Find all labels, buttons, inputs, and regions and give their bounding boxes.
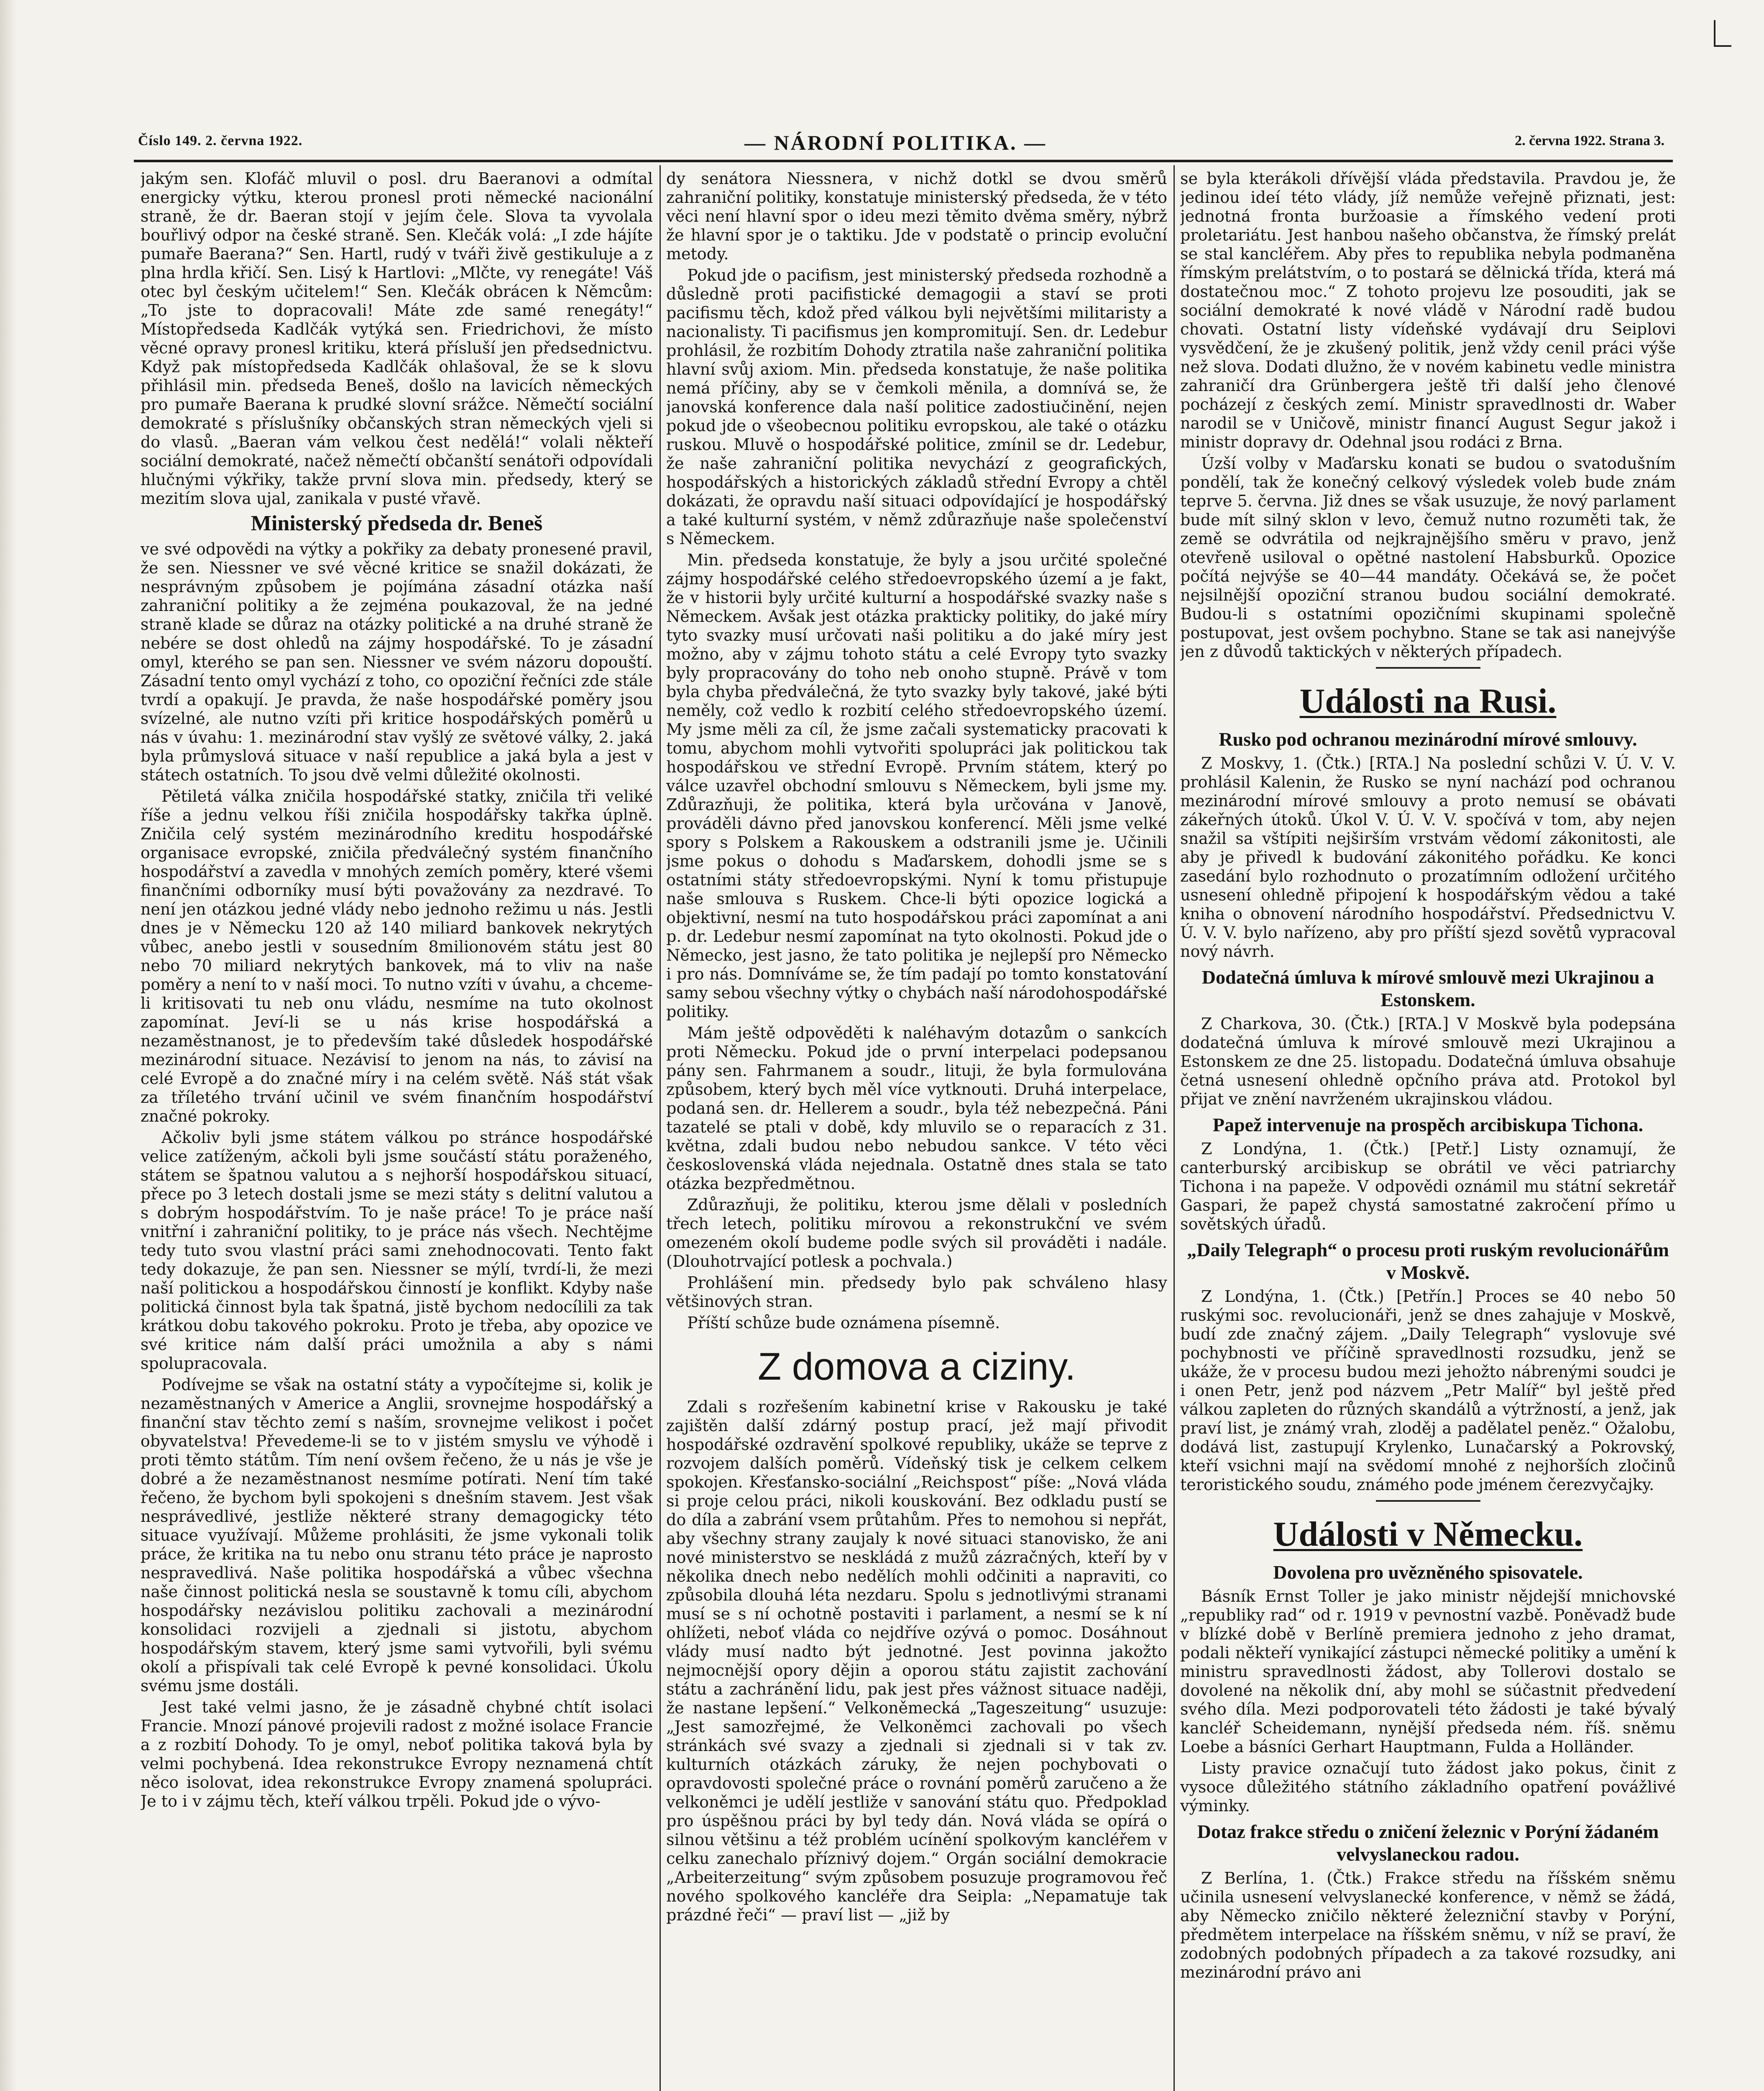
paragraph: Z Londýna, 1. (Čtk.) [Petř.] Listy oznamují, že canterburský arcibiskup se obrátil ve věci patriarchy Tichona i na papeže. V odpovědi oznámil mu státní sekretář Gaspari, že papež chystá samostatné zakročení přímo u sovětských úřadů.	[1180, 1140, 1676, 1233]
scan-edge	[0, 0, 17, 2091]
column-divider	[660, 165, 661, 2091]
paragraph: Zdali s rozřešením kabinetní krise v Rakousku je také zajištěn další zdárný postup prací, jež mají přivodit hospodářské ozdravění spolkové republiky, ukáže se teprve z rozvojem dalších poměrů. Vídeňský tisk je celkem celkem spokojen. Křesťansko-sociální „Reichspost“ píše: „Nová vláda si proje celou práci, nikoli kouskování. Bez odkladu pustí se do díla a zabrání vsem průtahům. Přes to nemohou si nepřát, aby všechny strany zaujaly k nové situaci stanovisko, že ani nové ministerstvo se neskládá z mužů zázračných, kteří by v několika dnech nebo nedělích mohli odčiniti a napraviti, co způsobila dlouhá léta nezdaru. Spolu s jednotlivými stranami musí se s ní ochotně postaviti i parlament, a nesmí se k ní ohlížeti, neboť vláda co nejdříve ozývá o pomoc. Dosáhnout vlády musí nadto být jednotné. Jest povinna jakožto nejmocnější opory dějin a oporou státu zajistit zachování státu a zachránění lidu, pak jest přes vážnost situace naději, že nastane lepšení.“ Velkoněmecká „Tageszeitung“ usuzuje: „Jest samozřejmé, že Velkoněmci zachovali po všech stránkách své svazy a zjednali si zjednali si v tak zv. kulturních otázkách záruky, že nejen pochybovati o opravdovosti společné práce o rovnání poměrů zaručeno a že velkoněmci je udělí jestliže v sanování státu quo. Předpoklad pro úspěšnou práci by byl tedy dán. Nová vláda se opírá o silnou většinu a též problém ucínění spolkovým kancléřem v celku zanechalo příznivý dojem.“ Orgán sociální demokracie „Arbeiterzeitung“ svým způsobem posuzuje programovou řeč nového spolkového kancléře dra Seipla: „Nepamatuje tak prázdné řeči“ — praví list — „již by	[666, 1398, 1167, 1924]
page-header	[138, 133, 1664, 162]
paragraph: Úzší volby v Maďarsku konati se budou o svatodušním pondělí, tak že konečný celkový výsledek voleb bude znám teprve 5. června. Již dnes se však usuzuje, že nový parlament bude mít silný sklon v levo, čemuž nutno rozuměti tak, že země se odvrátila od nejkrajnějšího směru v pravo, jenž otevřeně usiloval o opětné nastolení Habsburků. Opozice počítá nejvýše se 40—44 mandáty. Očekává se, že počet nejsilnější opoziční stranou budou sociální demokraté. Budou-li s ostatními opozičními skupinami společně postupovat, jest ovšem pochybno. Stane se tak asi nanejvýše jen z důvodů taktických v některých případech.	[1180, 454, 1676, 661]
section-title: Události na Rusi.	[1299, 682, 1557, 721]
article-heading: Dovolena pro uvězněného spisovatele.	[1273, 1562, 1583, 1583]
subheading: Ministerský předseda dr. Beneš	[251, 511, 543, 535]
paragraph: Ačkoliv byli jsme státem válkou po stránce hospodářské velice zatíženým, ačkoli byli jsme součástí státu poraženého, státem se špatnou valutou a s nejhorší hospodářskou situací, přece po 3 letech dostali jsme se mezi státy s delitní valutou a s dobrým hospodářstvím. To je naše práce! To je práce naší vnitřní i zahraniční politiky, to je práce nás všech. Nechtějme tedy tuto svou vlastní práci sami znehodnocovati. Tento fakt tedy dokazuje, že pan sen. Niessner se mýlí, tvrdí-li, že mezi naší politickou a hospodářskou činností je konflikt. Kdyby naše politická činnost byla tak špatná, jistě bychom nedocílili za tak krátkou dobu takového pokroku. Proto je třeba, aby opozice ve své kritice nám další práci umožnila a aby s námi spolupracovala.	[141, 1128, 653, 1373]
article-heading: Dotaz frakce středu o zničení železnic v Porýní žádaném velvyslaneckou radou.	[1197, 1821, 1659, 1865]
paragraph: Podívejme se však na ostatní státy a vypočítejme si, kolik je nezaměstnaných v Americe a Anglii, srovnejme hospodářský a finanční stav těchto zemí s naším, srovnejme velikost i počet obyvatelstva! Převedeme-li se to v jistém smyslu ve výhodě i proti těmto státům. Tím není ovšem řečeno, že u nás je vše je dobré a že nezaměstnanost nesmíme potírati. Není tím také řečeno, že bychom byli spokojeni s dnešním stavem. Jest však nesprávedlivé, jestliže některé strany demagogicky této situace využívají. Můžeme prohlásiti, že jsme vykonali tolik práce, že kritika na tu nebo onu stranu této práce je naprosto nespravedlivá. Naše politika hospodářská a vůbec všechna naše činnost politická nesla se soustavně k tomu cíli, abychom hospodářsky nezávislou politiku zachovali a mezinárodní konsolidaci rozvijeli a zjednali si jistotu, abychom hospodářským stavem, který jsme sami vytvořili, byli svému okolí a přispívali tak celé Evropě k pevné konsolidaci. Úkolu svému jsme dostáli.	[141, 1375, 653, 1695]
paragraph: Z Londýna, 1. (Čtk.) [Petřín.] Proces se 40 nebo 50 ruskými soc. revolucionáři, jenž se dnes zahajuje v Moskvě, budí zde značný zájem. „Daily Telegraph“ vyslovuje své pochybnosti ve příčině spravedlnosti rozsudku, jenž se ukáže, že v procesu budou mezi jehožto nábrenými soudci je i onen Petr, jenž pod názvem „Petr Malíř“ byl ještě před válkou zapleten do různých skandálů a výtržností, a jenž, jak praví list, je známý vrah, zloděj a padělatel peněz.“ Ožalobu, dodává list, zastupují Krylenko, Lunačarský a Pokrovský, kteří vsichni mají na svědomí mnohé z nejhorších zločinů teroristického soudu, známého pode jménem čerezvyčajky.	[1180, 1287, 1676, 1494]
header-rule	[134, 160, 1673, 162]
paragraph: Pětiletá válka zničila hospodářské statky, zničila tři veliké říše a jednu velkou říši zničila hospodářsky takřka úplně. Zničila celý systém mezinárodního kreditu hospodářské organisace evropské, zničila předválečný systém finančního hospodářství a zavedla v mnohých zemích poměry, které všemi finančními odborníky musí býti považovány za nezdravé. To není jen otázkou jedné vlády nebo jednoho režimu u nás. Jestli dnes je v Německu 120 až 140 miliard bankovek nekrytých vůbec, anebo jestli v sousedním 8milionovém státu jest 80 nebo 70 miliard nekrytých bankovek, má to vliv na naše poměry a není to v naší moci. To nutno vzíti v úvahu, a chceme-li kritisovati tu neb onu vládu, nesmíme na tuto okolnost zapomínat. Jeví-li se u nás krise hospodářská a nezaměstnanost, je to především také důsledek hospodářské mezinárodní situace. Nezávisí to jenom na nás, to závisí na celé Evropě a do značné míry i na celém světě. Náš stát však za tříletého trvání učinil ve svém finančním hospodářství značné pokroky.	[141, 787, 653, 1125]
paragraph: Jest také velmi jasno, že je zásadně chybné chtít isolaci Francie. Mnozí pánové projevili radost z možné isolace Francie a z rozbití Dohody. To je omyl, neboť politika taková byla by velmi pochybená. Idea rekonstrukce Evropy neznamená chtít něco isolovat, idea rekonstrukce Evropy znamená spolupráci. Je to i v zájmu těch, kteří válkou trpěli. Pokud jde o vývo-	[141, 1698, 653, 1810]
column-1	[141, 169, 653, 2091]
section-title: Události v Německu.	[1273, 1515, 1583, 1554]
article-heading: Rusko pod ochranou mezinárodní mírové smlouvy.	[1219, 729, 1637, 750]
paragraph: Prohlášení min. předsedy bylo pak schváleno hlasy většinových stran.	[666, 1273, 1167, 1311]
paragraph: Z Berlína, 1. (Čtk.) Frakce středu na říšském sněmu učinila usnesení velvyslanecké konference, v němž se žádá, aby Německo zničilo některé železniční stavby v Porýní, předmětem interpelace na říšském sněmu, v níž se praví, že zodobných podobných případech a za takové rozsudky, ani mezinárodní právo ani	[1180, 1869, 1676, 1981]
column-divider	[1173, 165, 1175, 2091]
article-heading: Dodatečná úmluva k mírové smlouvě mezi Ukrajinou a Estonskem.	[1202, 966, 1654, 1010]
paragraph: Pokud jde o pacifism, jest ministerský předseda rozhodně a důsledně proti pacifistické demagogii a staví se proti pacifismu těch, kdož před válkou byli největšími militaristy a nacionalisty. Ti pacifismus jen kompromitují. Sen. dr. Ledebur prohlásil, že rozbitím Dohody ztratila naše zahraniční politika hlavní svůj axiom. Min. předseda konstatuje, že naše politika nemá příčiny, aby se v čemkoli měnila, a domnívá se, že janovská konference dala naší politice zadostiučinění, nejen pokud jde o všeobecnou politiku evropskou, ale také o otázku ruskou. Mluvě o hospodářské politice, zmínil se dr. Ledebur, že naše zahraniční politika nevychází z geografických, hospodářských a historických základů střední Evropy a chtěl dokázati, že opravdu naší situaci odpovídající je hospodářský a také kulturní systém, v němž zdůrazňuje naše společenství s Německem.	[666, 266, 1167, 548]
paragraph: ve své odpovědi na výtky a pokřiky za debaty pronesené pravil, že sen. Niessner ve své věcné kritice se snažil dokázati, že nesprávným způsobem je pojímána zásadní otázka naší zahraniční politiky a že zejména poukazoval, že na jedné straně klade se důraz na otázky politické a na druhé straně že nebére se dost ohledů na zájmy hospodářské. To je zásadní omyl, kterého se pan sen. Niessner ve svém názoru dopouští. Zásadní tento omyl vychází z toho, co opoziční řečníci zde stále tvrdí a opakují. Je pravda, že naše hospodářské poměry jsou svízelné, ale nutno vzíti při kritice hospodářských poměrů u nás v úvahu: 1. mezinárodní stav vyšlý ze světové války, 2. jaká byla průmyslová situace v naší republice a jaká byla a jest v státech ostatních. To jsou dvě velmi důležité okolnosti.	[141, 540, 653, 784]
paragraph: Z Moskvy, 1. (Čtk.) [RTA.] Na poslední schůzi V. Ú. V. V. prohlásil Kalenin, že Rusko se nyní nachází pod ochranou mezinárodní mírové smlouvy a proto nemusí se obávati zákeřných útoků. Úkol V. Ú. V. V. spočívá v tom, aby nejen snažil sa vštípiti nejširším vrstvám vědomí zákonitosti, ale aby je přivedl k budování zákonitého pořádku. Ke konci zasedání bylo rozhodnuto o prozatímním odložení určitého usnesení ohledně připojení k hospodářským vědou a také kniha o obnovení národního hospodářství. Předsednictvu V. Ú. V. V. bylo nařízeno, aby pro příští sjezd sovětů vypracoval nový návrh.	[1180, 754, 1676, 961]
page-info: 2. června 1922. Strana 3.	[1515, 133, 1664, 148]
masthead-title: — NÁRODNÍ POLITIKA. —	[744, 131, 1047, 154]
paragraph: Z Charkova, 30. (Čtk.) [RTA.] V Moskvě byla podepsána dodatečná úmluva k mírové smlouvě mezi Ukrajinou a Estonskem ze dne 25. listopadu. Dodatečná úmluva obsahuje četná usnesení ohledně opčního práva atd. Protokol byl přijat ve znění navrženém ukrajinskou vládou.	[1180, 1015, 1676, 1108]
paragraph: Zdůrazňuji, že politiku, kterou jsme dělali v posledních třech letech, politiku mírovou a rekonstrukční ve svém omezeném okolí budeme podle svých sil prováděti i nadále. (Dlouhotrvající potlesk a pochvala.)	[666, 1196, 1167, 1270]
paragraph: Básník Ernst Toller je jako ministr nějdejší mnichovské „republiky rad“ od r. 1919 v pevnostní vazbě. Poněvadž bude v blízké době v Berlíně premiera jednoho z jeho dramat, podali někteří vynikající zástupci německé politiky a umění k ministru spravedlnosti žádost, aby Tollerovi dostalo se dovolené na několik dní, aby mohl se súčastnit předvedení svého díla. Mezi podporovateli této žádosti je také bývalý kancléř Scheidemann, nynější předseda ném. říš. sněmu Loebe a básníci Gerhart Hauptmann, Fulda a Holländer.	[1180, 1587, 1676, 1756]
paragraph: jakým sen. Klofáč mluvil o posl. dru Baeranovi a odmítal energicky výtku, kterou pronesl proti německé nacionální straně, že dr. Baeran stojí v jejím čele. Slova ta vyvolala bouřlivý odpor na české straně. Sen. Klečák volá: „I zde hájíte pumaře Baerana?“ Sen. Hartl, rudý v tváři živě gestikuluje a z plna hrdla křičí. Sen. Lisý k Hartlovi: „Mlčte, vy renegáte! Váš otec byl českým učitelem!“ Sen. Klečák obrácen k Němcům: „To jste to dopracovali! Máte zde samé renegáty!“ Místopředseda Kadlčák vytýká sen. Friedrichovi, že místo věcné opravy pronesl kritiku, která přísluší jen předsednictvu. Když pak místopředseda Kadlčák ohlašoval, že se k slovu přihlásil min. předseda Beneš, došlo na lavicích německých pro pumaře Baerana k prudké slovní srážce. Němečtí sociální demokraté s příslušníky občanských stran německých vjeli si do vlasů. „Baeran vám velkou čest nedělá!“ volali někteří sociální demokraté, načež němečtí občanští senátoři odpovídali hlučnými výkřiky, takže první slova min. předsedy, který se mezitím slova ujal, zanikala v pusté vřavě.	[141, 169, 653, 508]
paragraph: Min. předseda konstatuje, že byly a jsou určité společné zájmy hospodářské celého středoevropského území a je fakt, že v historii byly určité kulturní a hospodářské svazky naše s Německem. Avšak jest otázka prakticky politiky, do jaké míry tyto svazky musí určovati naši politiku a do jaké míry jest možno, aby v zájmu tohoto státu a celé Evropy tyto svazky byly propracovány do toho neb onoho stupně. Právě v tom byla chyba předválečná, že tyto svazky byly takové, jaké býti neměly, což vedlo k rozbití celého středoevropského území. My jsme měli za cíl, že jsme začali systematicky pracovati k tomu, abychom mohli vytvořiti spolupráci jak politickou tak hospodářskou ve střední Evropě. Prvním státem, který po válce uzavřel obchodní smlouvu s Německem, byli jsme my. Zdůrazňuji, že politika, která byla určována v Janově, prováděli dávno před janovskou konferencí. Měli jsme velké spory s Polskem a Rakouskem a odstranili jsme je. Učinili jsme pokus o dohodu s Maďarskem, dohodli jsme se s ostatními státy středoevropskými. Nyní k tomu přistupuje naše smlouva s Ruskem. Chce-li býti opozice logická a objektivní, nesmí na tuto hospodářskou práci zapomínat a ani p. dr. Ledebur nesmí zapomínat na tyto okolnosti. Pokud jde o Německo, jest jasno, že tato politika je nejlepší pro Německo i pro nás. Domníváme se, že tím padají po tomto konstatování samy sebou všechny výtky o chybách naší národohospodářské politiky.	[666, 551, 1167, 1021]
article-heading: „Daily Telegraph“ o procesu proti ruským revolucionářům v Moskvě.	[1187, 1239, 1669, 1283]
article-heading: Papež intervenuje na prospěch arcibiskupa Tichona.	[1212, 1114, 1644, 1135]
column-2	[666, 169, 1167, 2091]
paragraph: se byla kterákoli dřívější vláda představila. Pravdou je, že jedinou ideí této vlády, jíž nemůže veřejně přiznati, jest: jednotná fronta buržoasie a římského vedení proti proletariátu. Jest hanbou našeho občanstva, že římský prelát se stal kancléřem. Aby přes to republika nebyla podmaněna římským prelátstvím, o to postará se dělnická třída, která má dostatečnou moc.“ Z tohoto projevu lze posouditi, jak se sociální demokraté k nové vládě v Národní radě budou chovati. Ostatní listy vídeňské vydávají dru Seiplovi vysvědčení, že je zkušený politik, jenž vždy cenil práci výše než slova. Dodati dlužno, že v novém kabinetu vedle ministra zahraničí dra Grünbergera ještě tři další jeho členové pocházejí z českých zemí. Ministr spravedlnosti dr. Waber narodil se v Uničově, ministr financí August Segur jakož i ministr dopravy dr. Odehnal jsou rodáci z Brna.	[1180, 169, 1676, 451]
paragraph: Mám ještě odpověděti k naléhavým dotazům o sankcích proti Německu. Pokud jde o první interpelaci podepsanou pány sen. Fahrmanem a soudr., lituji, že byla formulována způsobem, který bych měl více vytknouti. Druhá interpelace, podaná sen. dr. Hellerem a soudr., byla též nebezpečná. Páni tazatelé se ptali v době, kdy mluvilo se o reparacích z 31. května, zdali budou nebo nebudou sankce. V této věci československá vláda nejednala. Ostatně dnes stala se tato otázka bezpředmětnou.	[666, 1024, 1167, 1193]
divider	[1376, 1500, 1480, 1502]
issue-info: Číslo 149. 2. června 1922.	[138, 133, 303, 148]
divider	[1376, 667, 1480, 669]
section-title: Z domova a ciziny.	[757, 1345, 1076, 1388]
crop-mark	[1714, 20, 1731, 47]
paragraph: Příští schůze bude oznámena písemně.	[687, 1314, 1000, 1332]
paragraph: Listy pravice označují tuto žádost jako pokus, činit z vysoce důležitého státního základního opatření povážlivé výminky.	[1180, 1759, 1676, 1815]
column-3	[1180, 169, 1676, 2091]
paragraph: dy senátora Niessnera, v nichž dotkl se dvou směrů zahraniční politiky, konstatuje ministerský předseda, že v této věci není hlavní spor o ideu mezi těmito dvěma směry, nýbrž že hlavní spor je o taktiku. Jde v podstatě o princip evoluční metody.	[666, 169, 1167, 263]
